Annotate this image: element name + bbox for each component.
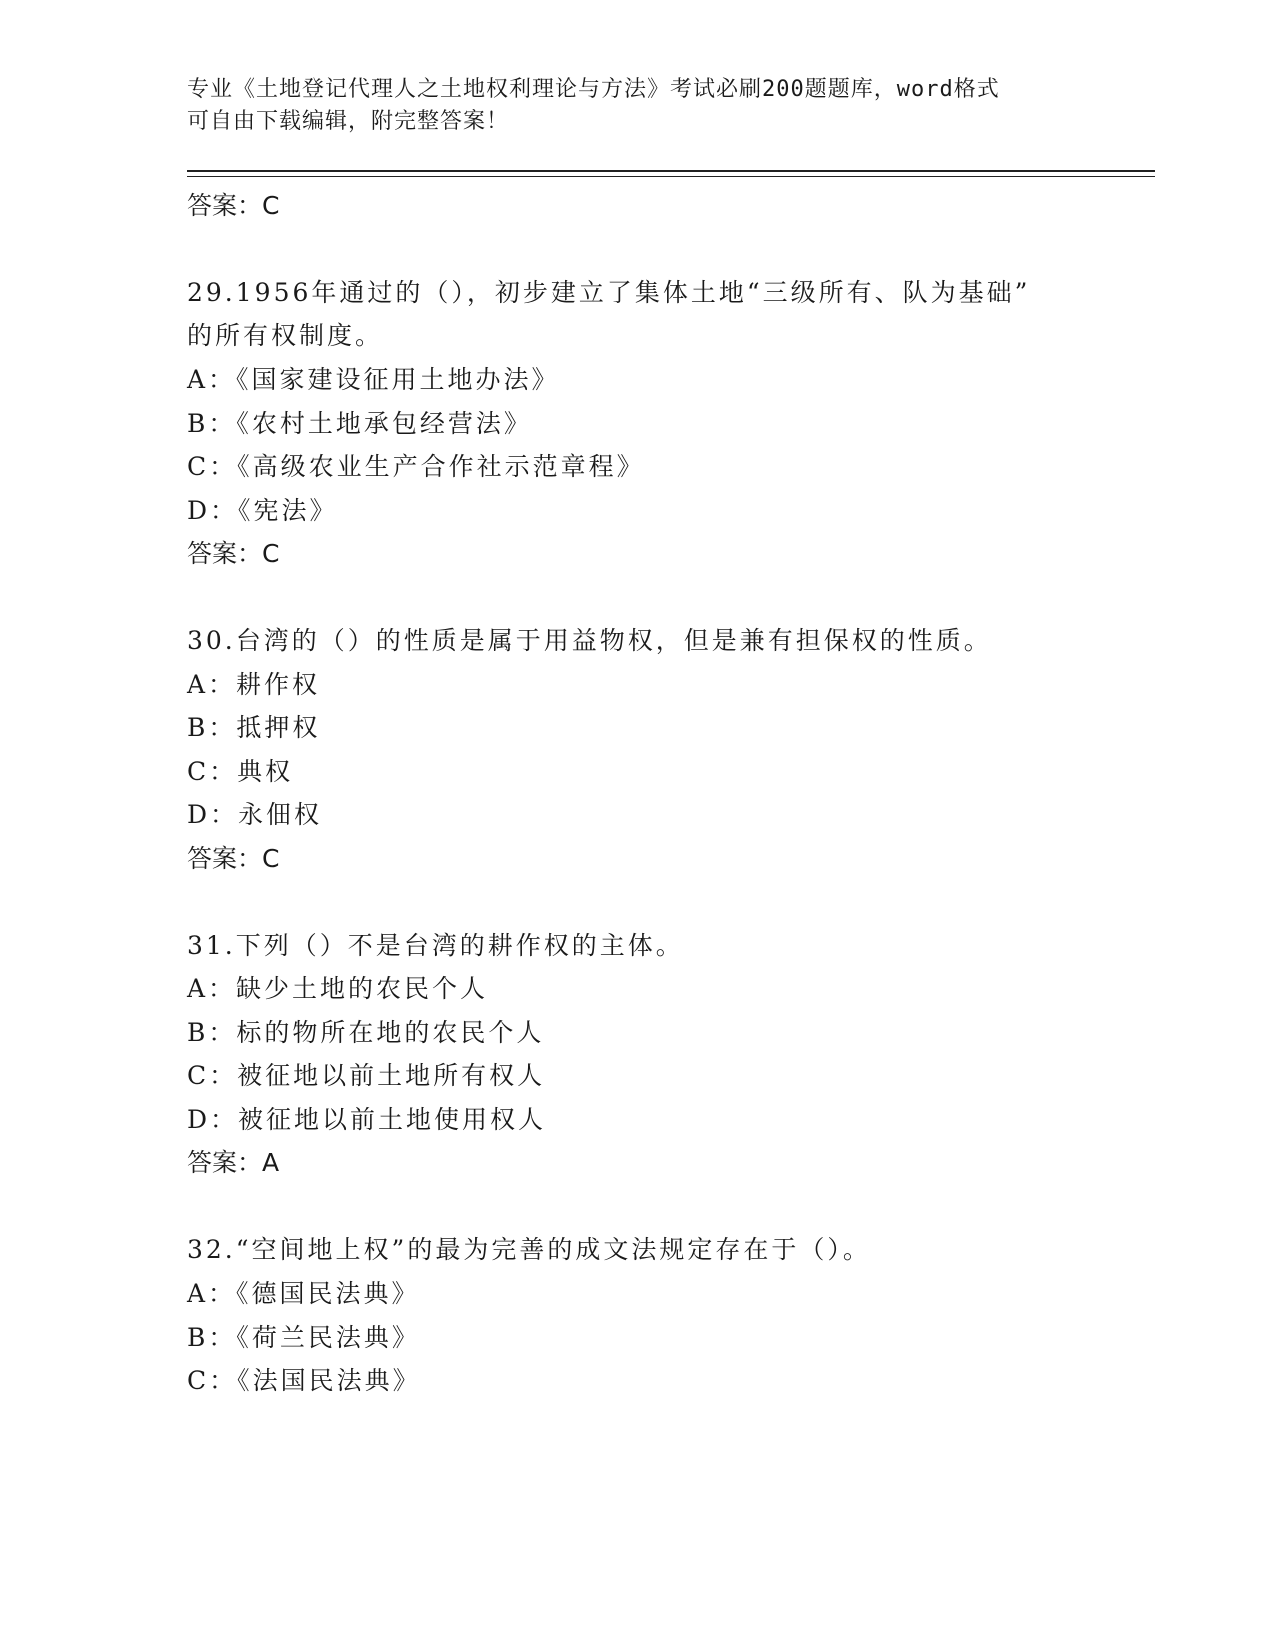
- question-30-option-a: A：耕作权: [187, 670, 321, 699]
- question-30-stem-line-1: 30.台湾的（）的性质是属于用益物权，但是兼有担保权的性质。: [187, 626, 992, 655]
- question-31-option-b: B：标的物所在地的农民个人: [187, 1018, 545, 1047]
- header-line-1: 专业《土地登记代理人之土地权利理论与方法》考试必刷200题题库，word格式: [187, 77, 1000, 102]
- question-30-option-d: D：永佃权: [187, 800, 323, 829]
- question-32-option-b: B：《荷兰民法典》: [187, 1323, 420, 1352]
- header-rule-thick: [187, 170, 1155, 172]
- question-30-option-b: B：抵押权: [187, 713, 321, 742]
- question-32-stem-line-1: 32.“空间地上权”的最为完善的成文法规定存在于（）。: [187, 1235, 871, 1264]
- question-29-stem-line-2: 的所有权制度。: [187, 321, 384, 350]
- header-line-2: 可自由下载编辑，附完整答案！: [187, 109, 510, 134]
- question-29-option-b: B：《农村土地承包经营法》: [187, 409, 532, 438]
- question-32-option-a: A：《德国民法典》: [187, 1279, 420, 1308]
- answer-line: 答案：C: [187, 191, 280, 220]
- question-29-option-c: C：《高级农业生产合作社示范章程》: [187, 452, 645, 481]
- question-29-option-d: D：《宪法》: [187, 496, 338, 525]
- question-29-answer: 答案：C: [187, 539, 280, 568]
- header-rule-thin: [187, 176, 1155, 177]
- question-29-option-a: A：《国家建设征用土地办法》: [187, 365, 560, 394]
- question-31-option-c: C：被征地以前土地所有权人: [187, 1061, 546, 1090]
- question-31-stem-line-1: 31.下列（）不是台湾的耕作权的主体。: [187, 931, 684, 960]
- question-31-option-d: D：被征地以前土地使用权人: [187, 1105, 547, 1134]
- question-32-option-c: C：《法国民法典》: [187, 1366, 421, 1395]
- question-31-answer: 答案：A: [187, 1148, 280, 1177]
- question-30-option-c: C：典权: [187, 757, 294, 786]
- question-31-option-a: A：缺少土地的农民个人: [187, 974, 489, 1003]
- question-30-answer: 答案：C: [187, 844, 280, 873]
- question-29-stem-line-1: 29.1956年通过的（），初步建立了集体土地“三级所有、队为基础”: [187, 278, 1031, 307]
